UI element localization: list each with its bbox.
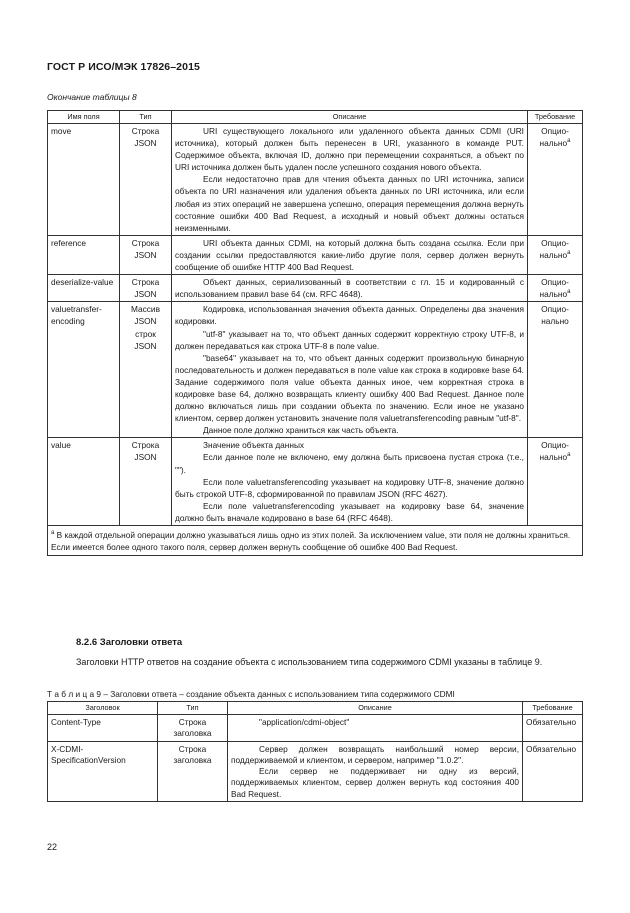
column-header-description: Описание — [172, 111, 528, 124]
table-row — [48, 438, 583, 526]
requirement-text: Опцио-нально — [539, 126, 569, 149]
field-description — [172, 275, 528, 302]
table-header-row — [48, 111, 583, 124]
description-paragraph: "application/cdmi-object" — [259, 717, 350, 727]
column-header-requirement: Требование — [523, 702, 583, 715]
requirement-text: Опцио-нально — [541, 304, 569, 327]
header-description — [228, 741, 523, 801]
description-paragraph: Данное поле должно храниться как часть объекта. — [203, 425, 399, 436]
column-header-description: Описание — [228, 702, 523, 715]
description-paragraph: Если недостаточно прав для чтения объекта данных по URI источника, записи объекта по URI назначения или удаления объекта данных по URI источника, или если любая из этих операций не завершена успешно, операция перемещения должна вернуть состояние ошибки 400 Bad Request, а исходный и новый объект должны остаться неизменными. — [175, 174, 524, 233]
footnote-marker: a — [567, 452, 571, 459]
description-paragraph: URI существующего локального или удаленного объекта данных CDMI (URI источника), который должен быть перенесен в URI, указанного в команде PUT. Содержимое объекта, включая ID, должно при перемещении сохраняться, а объект по URI источника должен быть удален после успешного создания нового объекта. — [175, 126, 524, 173]
field-requirement — [528, 302, 583, 438]
field-description — [172, 438, 528, 526]
header-requirement: Обязательно — [523, 741, 583, 801]
field-name: reference — [48, 235, 120, 274]
column-header-header: Заголовок — [48, 702, 158, 715]
field-name: valuetransfer-encoding — [48, 302, 120, 438]
table-row — [48, 302, 583, 438]
table8-continuation-caption: Окончание таблицы 8 — [47, 92, 137, 102]
page-number: 22 — [47, 842, 58, 852]
footnote-marker: a — [567, 138, 571, 145]
field-requirement — [528, 235, 583, 274]
field-name: move — [48, 124, 120, 236]
description-paragraph: "utf-8" указывает на то, что объект данных содержит корректную строку UTF-8, и должен передаваться как строка UTF-8 в поле value. — [175, 328, 524, 351]
table-footnote — [48, 526, 583, 556]
description-paragraph: Если поле valuetransferencoding указывает на кодировку base 64, значение должно быть вначале кодировано в base 64 (RFC 4648). — [175, 500, 524, 523]
table-row — [48, 235, 583, 274]
footnote-marker: a — [567, 250, 571, 257]
field-requirement — [528, 275, 583, 302]
footnote-text: В каждой отдельной операции должно указываться лишь одно из этих полей. За исключением value, эти поля не должны храниться. Если имеется более одного такого поля, сервер должен вернуть сообщение об ошибке 400 Bad Request. — [51, 530, 571, 553]
requirement-text: Опцио-нально — [539, 440, 569, 463]
requirement-text: Опцио-нально — [539, 237, 569, 260]
header-type: Строка заголовка — [158, 741, 228, 801]
field-description — [172, 124, 528, 236]
description-paragraph: "base64" указывает на то, что объект данных содержит произвольную бинарную последовательность и должен передаваться в поле value как строка в кодировке base 64. Задание содержимого поля value объекта данных иное, чем корректная строка в кодировке base 64, должно возвращать клиенту ошибку 400 Bad Request. Данное поле должно включаться лишь при создании объекта по значению. Если иное не указано клиентом, сервер должен установить значение поля valuetransferencoding равным "utf-8". — [175, 352, 524, 424]
table-row — [48, 741, 583, 801]
table-footnote-row — [48, 526, 583, 556]
field-type: Массив JSON строк JSON — [120, 302, 172, 438]
description-paragraph: Если сервер не поддерживает ни одну из версий, поддерживаемых клиентом, сервер должен вернуть код состояния 400 Bad Request. — [231, 766, 519, 799]
description-paragraph: Значение объекта данных — [203, 440, 305, 451]
header-type: Строка заголовка — [158, 715, 228, 742]
table-8 — [47, 110, 583, 556]
field-description — [172, 302, 528, 438]
description-paragraph: Сервер должен возвращать наибольший номер версии, поддерживаемой и клиентом, и сервером, например "1.0.2". — [231, 743, 519, 765]
column-header-requirement: Требование — [528, 111, 583, 124]
requirement-text: Опцио-нально — [539, 277, 569, 300]
header-name: X-CDMI-SpecificationVersion — [48, 741, 158, 801]
table-header-row — [48, 702, 583, 715]
field-type: Строка JSON — [120, 275, 172, 302]
field-type: Строка JSON — [120, 124, 172, 236]
header-name: Content-Type — [48, 715, 158, 742]
field-type: Строка JSON — [120, 438, 172, 526]
section-paragraph: Заголовки HTTP ответов на создание объекта с использованием типа содержимого CDMI указаны в таблице 9. — [76, 657, 543, 667]
table-row — [48, 124, 583, 236]
document-header: ГОСТ Р ИСО/МЭК 17826–2015 — [47, 61, 200, 73]
field-requirement — [528, 438, 583, 526]
description-paragraph: Объект данных, сериализованный в соответствии с гл. 15 и кодированный с использованием правил base 64 (см. RFC 4648). — [175, 277, 524, 300]
field-type: Строка JSON — [120, 235, 172, 274]
table9-caption: Т а б л и ц а 9 – Заголовки ответа – создание объекта данных с использованием типа содержимого CDMI — [47, 689, 455, 699]
footnote-marker: a — [51, 530, 55, 537]
footnote-marker: a — [567, 289, 571, 296]
description-paragraph: Кодировка, использованная значения объекта данных. Определены два значения кодировки. — [175, 304, 524, 327]
description-paragraph: Если поле valuetransferencoding указывает на кодировку UTF-8, значение должно быть строкой UTF-8, сформированной по правилам JSON (RFC 4627). — [175, 476, 524, 499]
field-name: value — [48, 438, 120, 526]
column-header-name: Имя поля — [48, 111, 120, 124]
table-row — [48, 715, 583, 742]
header-description — [228, 715, 523, 742]
column-header-type: Тип — [120, 111, 172, 124]
section-heading: 8.2.6 Заголовки ответа — [76, 637, 183, 648]
field-requirement — [528, 124, 583, 236]
field-name: deserialize-value — [48, 275, 120, 302]
column-header-type: Тип — [158, 702, 228, 715]
table-row — [48, 275, 583, 302]
table-9 — [47, 701, 583, 802]
field-description — [172, 235, 528, 274]
header-requirement: Обязательно — [523, 715, 583, 742]
description-paragraph: Если данное поле не включено, ему должна быть присвоена пустая строка (т.е., ""). — [175, 452, 524, 475]
description-paragraph: URI объекта данных CDMI, на который должна быть создана ссылка. Если при создании ссылки предоставляются какие-либо другие поля, сервер должен вернуть сообщение об ошибке HTTP 400 Bad Request. — [175, 237, 524, 273]
